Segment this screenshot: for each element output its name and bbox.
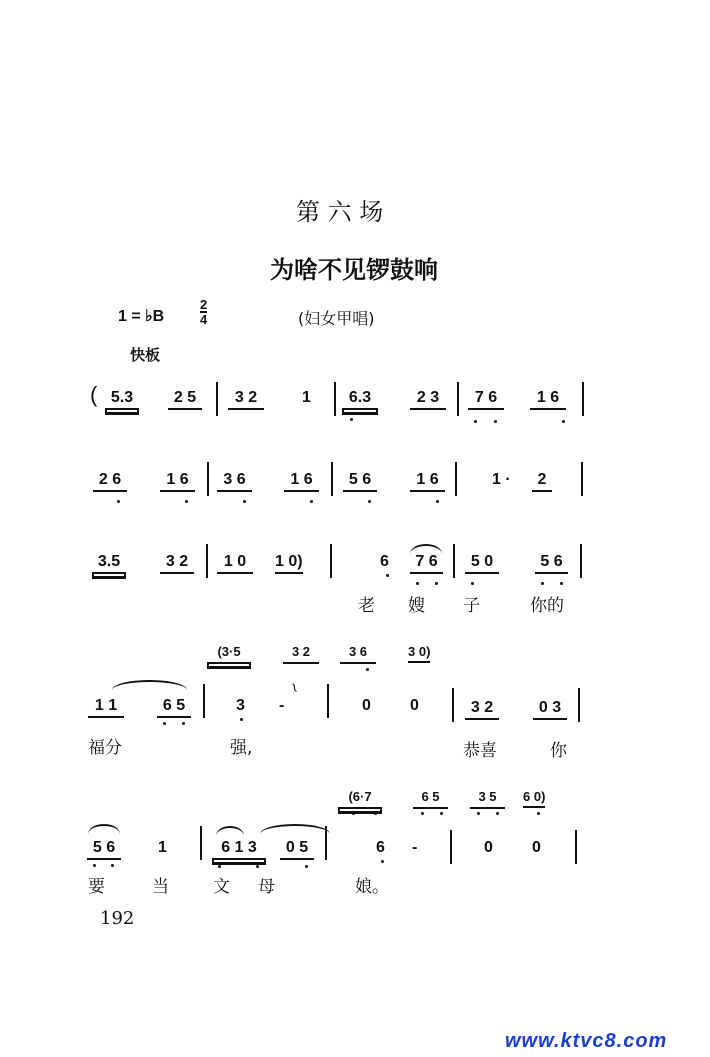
tempo-marking: 快板 [130,346,161,364]
interlude-note: 6 0) [523,788,545,808]
slur [260,824,330,834]
low-octave-dot [366,668,369,671]
barline [206,544,208,578]
barline [330,544,332,578]
note: 3 6 [217,471,252,492]
note: 6 [380,553,389,570]
barline [452,688,454,722]
singer-note: (妇女甲唱) [298,309,375,328]
barline [200,826,202,860]
note: 2 5 [168,389,202,410]
note: 0 [410,697,419,714]
note: 3 2 [160,553,194,574]
key-signature: 1 = ♭B [118,308,165,325]
lyric: 要 [88,877,105,897]
note: 1 0) [275,553,303,574]
lyric: 恭喜 [463,741,497,761]
lyric: 强, [230,738,253,758]
note: 0 [362,697,371,714]
interlude-note: 3 0) [408,643,430,663]
page-number: 192 [100,908,135,929]
barline [203,684,205,718]
scene-heading: 第 六 场 [296,198,384,226]
time-top: 2 [200,297,208,312]
note: 6.3 [342,389,378,410]
barline [216,382,218,416]
paren: ( [90,382,98,407]
slur [88,824,120,834]
lyric: 当 [152,877,169,897]
low-octave-dot [386,574,389,577]
interlude-note: 3 5 [470,788,505,809]
barline [450,830,452,864]
lyric: 你 [550,741,567,761]
note: 0 5 [280,839,314,860]
low-octave-dot [562,420,565,423]
lyric: 嫂 [408,596,425,616]
low-octave-dot [182,722,185,725]
interlude-note: 6 5 [413,788,448,809]
barline [455,462,457,496]
note: - [279,697,285,714]
note: 3 2 [228,389,264,410]
low-octave-dot [416,582,419,585]
lyric: 老 [358,596,375,616]
interlude-note: 3 2 [283,643,319,664]
song-title: 为啥不见锣鼓响 [270,256,438,284]
low-octave-dot [93,864,96,867]
slur [216,826,244,836]
low-octave-dot [474,420,477,423]
barline [207,462,209,496]
note: 0 [532,839,541,856]
note: 1 [302,389,311,406]
low-octave-dot [163,722,166,725]
low-octave-dot [471,582,474,585]
low-octave-dot [218,865,221,868]
barline [578,688,580,722]
note: 1 · [492,471,511,488]
low-octave-dot [537,812,540,815]
barline [325,826,327,860]
note: 2 3 [410,389,446,410]
note: 2 6 [93,471,127,492]
slur [112,680,187,690]
note: 6 1 3 [212,839,266,860]
note: 1 6 [530,389,566,410]
note: 1 0 [217,553,253,574]
lyric: 文 [213,877,230,897]
note: 1 1 [88,697,124,718]
barline [575,830,577,864]
low-octave-dot [305,865,308,868]
note: 5 0 [465,553,499,574]
note: 1 6 [410,471,445,492]
low-octave-dot [185,500,188,503]
note: 5 6 [535,553,568,574]
barline [327,684,329,718]
low-octave-dot [494,420,497,423]
low-octave-dot [374,812,377,815]
lyric: 子 [463,596,480,616]
low-octave-dot [440,812,443,815]
low-octave-dot [435,582,438,585]
low-octave-dot [421,812,424,815]
low-octave-dot [117,500,120,503]
note: 5.3 [105,389,139,410]
lyric: 娘。 [355,877,389,897]
barline [457,382,459,416]
time-bottom: 4 [200,312,208,327]
low-octave-dot [496,812,499,815]
barline [580,544,582,578]
interlude-note: 3 6 [340,643,376,664]
interlude-note: (3·5 [207,643,251,664]
note: 2 [532,471,552,492]
lyric: 你的 [530,596,564,616]
low-octave-dot [350,418,353,421]
watermark: www.ktvc8.com [505,1030,668,1052]
low-octave-dot [111,864,114,867]
time-signature [200,298,207,326]
low-octave-dot [240,718,243,721]
low-octave-dot [381,860,384,863]
note: 3.5 [92,553,126,574]
barline [331,462,333,496]
note: 3 2 [465,699,499,720]
lyric: 福分 [88,738,122,758]
barline [581,462,583,496]
note: 1 6 [284,471,319,492]
low-octave-dot [256,865,259,868]
note: 7 6 [410,553,443,574]
barline [453,544,455,578]
low-octave-dot [436,500,439,503]
note: - [412,839,418,856]
glissando-mark: ≀ [289,679,300,697]
barline [582,382,584,416]
low-octave-dot [477,812,480,815]
lyric: 母 [258,877,275,897]
note: 3 [236,697,245,714]
note: 1 6 [160,471,195,492]
note: 0 [484,839,493,856]
note: 6 5 [157,697,191,718]
note: 5 6 [87,839,121,860]
interlude-note: (6·7 [338,788,382,809]
note: 6 [376,839,385,856]
low-octave-dot [243,500,246,503]
note: 0 3 [533,699,567,720]
low-octave-dot [560,582,563,585]
barline [334,382,336,416]
low-octave-dot [352,812,355,815]
low-octave-dot [310,500,313,503]
note: 1 [158,839,167,856]
note: 5 6 [343,471,377,492]
note: 7 6 [468,389,504,410]
low-octave-dot [368,500,371,503]
low-octave-dot [541,582,544,585]
